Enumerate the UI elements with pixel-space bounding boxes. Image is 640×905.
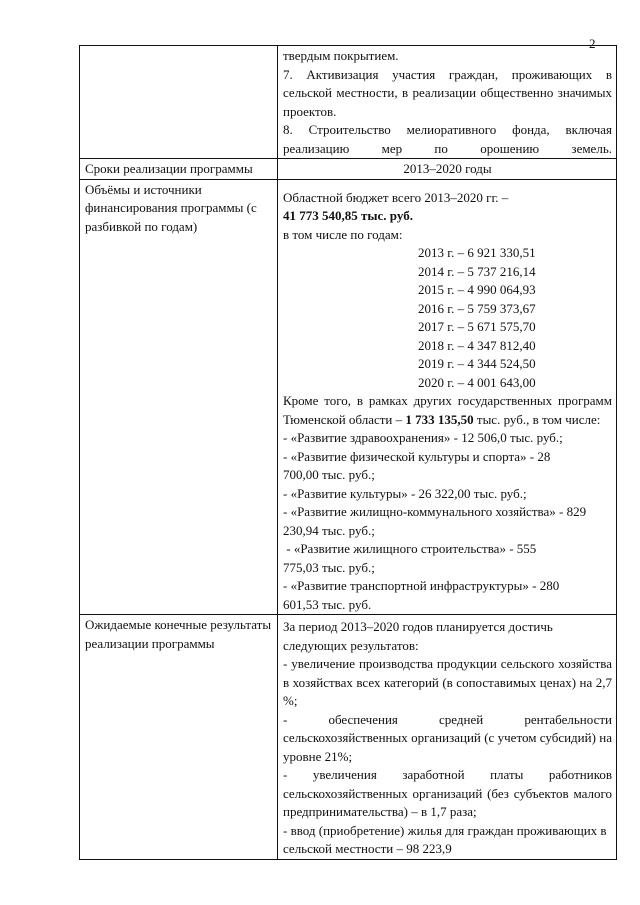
year-amount: 2018 г. – 4 347 812,40 (418, 337, 536, 353)
passport-table (79, 45, 617, 860)
year-amount: 2020 г. – 4 001 643,00 (418, 374, 536, 390)
program-item: - «Развитие культуры» - 26 322,00 тыс. руб.; (283, 485, 527, 501)
year-amount: 2017 г. – 5 671 575,70 (418, 319, 536, 334)
task-line: твердым покрытием. (283, 48, 399, 63)
other-tail: тыс. руб., в том числе: (476, 411, 601, 427)
label-cell-empty (80, 46, 278, 159)
finance-cell (278, 179, 617, 615)
period-label: Сроки реализации программы (80, 159, 278, 180)
result-item: - обеспечения средней рентабельности сельскохозяйственных организаций (с учетом субсидий) на уровне 21%; (283, 711, 612, 764)
results-intro: За период 2013–2020 годов планируется достичь следующих результатов: (283, 619, 553, 653)
result-item: - увеличение производства продукции сельского хозяйства в хозяйствах всех категорий (в сопоставимых ценах) на 2,7 %; (283, 656, 612, 708)
budget-intro: Областной бюджет всего 2013–2020 гг. – (283, 189, 509, 205)
period-value: 2013–2020 годы (278, 159, 617, 180)
year-amount: 2019 г. – 4 344 524,50 (418, 356, 536, 371)
page-number: 2 (589, 36, 596, 51)
task-line: 7. Активизация участия граждан, проживающих в сельской местности, в реализации общественно значимых проектов. (283, 66, 612, 119)
table-row (80, 179, 617, 615)
results-label: Ожидаемые конечные результаты реализации программы (80, 615, 278, 860)
table-row (80, 46, 617, 159)
budget-total: 41 773 540,85 тыс. руб. (283, 208, 413, 223)
program-item: - «Развитие физической культуры и спорта» - 28 700,00 тыс. руб.; (283, 448, 551, 482)
tasks-cell (278, 46, 617, 159)
program-item: - «Развитие жилищно-коммунального хозяйства» - 829 230,94 тыс. руб.; (283, 504, 587, 538)
table-row (80, 615, 617, 860)
results-cell (278, 615, 617, 860)
year-amount: 2014 г. – 5 737 216,14 (418, 263, 536, 279)
year-amount: 2016 г. – 5 759 373,67 (418, 300, 536, 316)
finance-label: Объёмы и источники финансирования программы (с разбивкой по годам) (80, 179, 278, 615)
other-intro-text: Кроме того, в рамках других государственных программ Тюменской области – (283, 393, 612, 427)
program-item: - «Развитие транспортной инфраструктуры» - 280 601,53 тыс. руб. (283, 578, 560, 612)
result-item: - увеличения заработной платы работников сельскохозяйственных организаций (без субъектов малого предпринимательства) – в 1,7 раза; (283, 767, 612, 819)
other-total: 1 733 135,50 (405, 411, 474, 427)
program-item: - «Развитие жилищного строительства» - 555 775,03 тыс. руб.; (283, 541, 540, 575)
program-item: - «Развитие здравоохранения» - 12 506,0 тыс. руб.; (283, 430, 563, 445)
result-item: - ввод (приобретение) жилья для граждан проживающих в сельской местности – 98 223,9 (283, 822, 607, 856)
year-amount: 2013 г. – 6 921 330,51 (418, 245, 536, 260)
other-programs-intro (283, 392, 612, 429)
table-row (80, 159, 617, 180)
by-years-label: в том числе по годам: (283, 226, 403, 242)
year-amount: 2015 г. – 4 990 064,93 (418, 282, 536, 297)
task-line: 8. Строительство мелиоративного фонда, включая реализацию мер по орошению земель. (283, 122, 612, 156)
